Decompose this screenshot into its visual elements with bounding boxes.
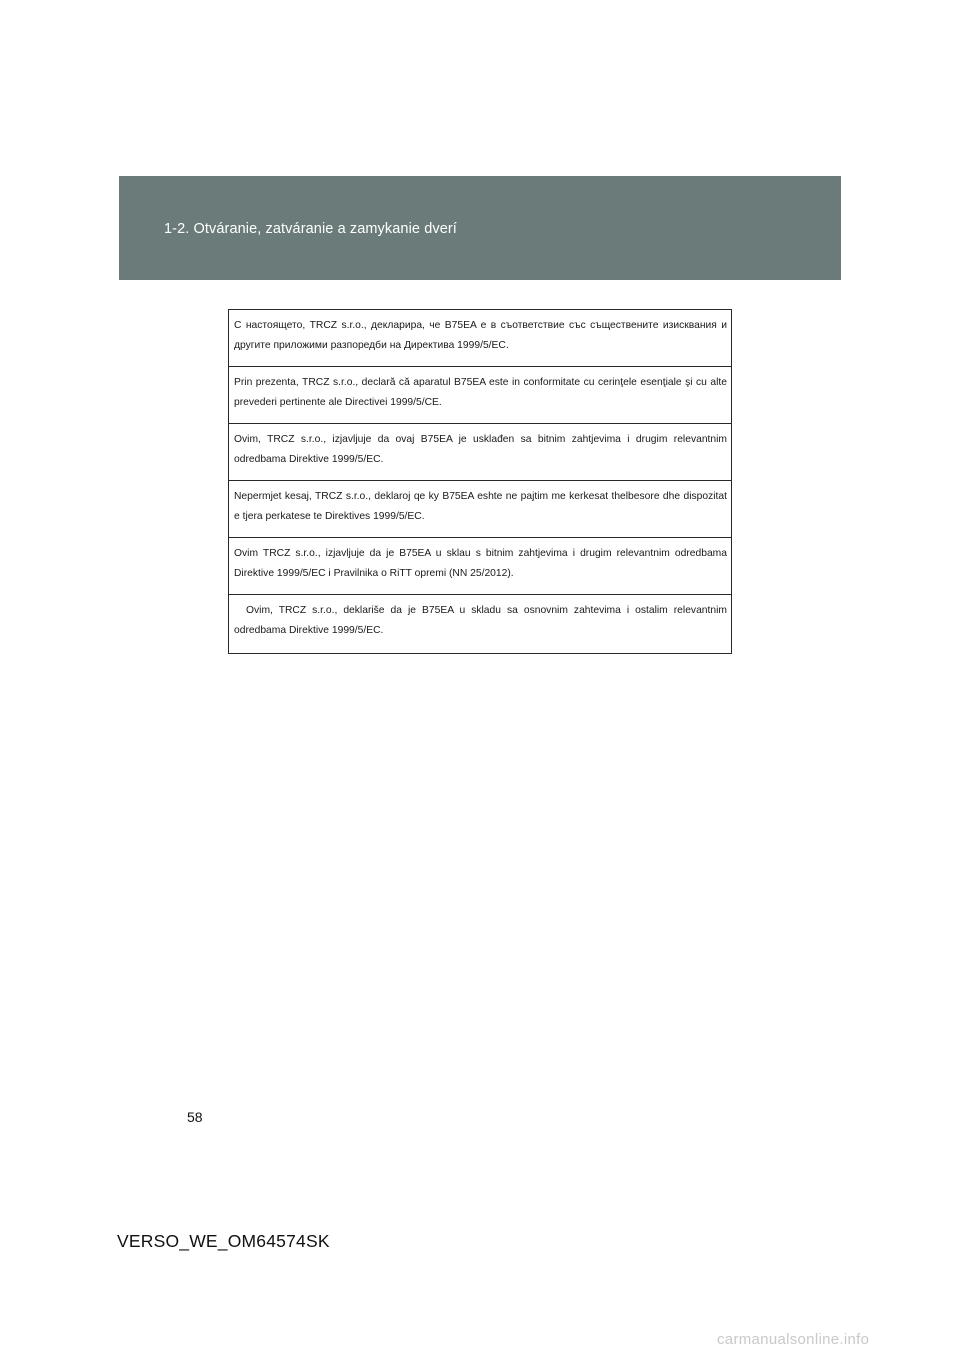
declaration-row-romanian: Prin prezenta, TRCZ s.r.o., declară că aparatul B75EA este in conformitate cu cerinţele esenţiale şi cu alte prevederi pertinente ale Directivei 1999/5/CE. xyxy=(229,367,731,424)
page-number: 58 xyxy=(187,1109,203,1125)
declaration-table xyxy=(228,309,732,654)
declaration-row-bosnian: Ovim, TRCZ s.r.o., izjavljuje da ovaj B75EA je usklađen sa bitnim zahtjevima i drugim relevantnim odredbama Direktive 1999/5/EC. xyxy=(229,424,731,481)
section-header-band xyxy=(119,176,841,280)
document-code: VERSO_WE_OM64574SK xyxy=(117,1231,330,1251)
watermark: carmanualsonline.info xyxy=(717,1331,870,1348)
declaration-row-bulgarian: С настоящето, TRCZ s.r.o., декларира, че B75EA е в съответствие със съществените изисквания и другите приложими разпоредби на Директива 1999/5/EC. xyxy=(229,310,731,367)
declaration-row-croatian: Ovim TRCZ s.r.o., izjavljuje da je B75EA u sklau s bitnim zahtjevima i drugim relevantnim odredbama Direktive 1999/5/EC i Pravilnika o RiTT opremi (NN 25/2012). xyxy=(229,538,731,595)
declaration-row-serbian: Ovim, TRCZ s.r.o., deklariše da je B75EA u skladu sa osnovnim zahtevima i ostalim relevantnim odredbama Direktive 1999/5/EC. xyxy=(234,605,730,636)
section-title: 1-2. Otváranie, zatváranie a zamykanie dverí xyxy=(164,221,457,237)
declaration-row-albanian: Nepermjet kesaj, TRCZ s.r.o., deklaroj qe ky B75EA eshte ne pajtim me kerkesat thelbesore dhe dispozitat e tjera perkatese te Direktives 1999/5/EC. xyxy=(229,481,731,538)
